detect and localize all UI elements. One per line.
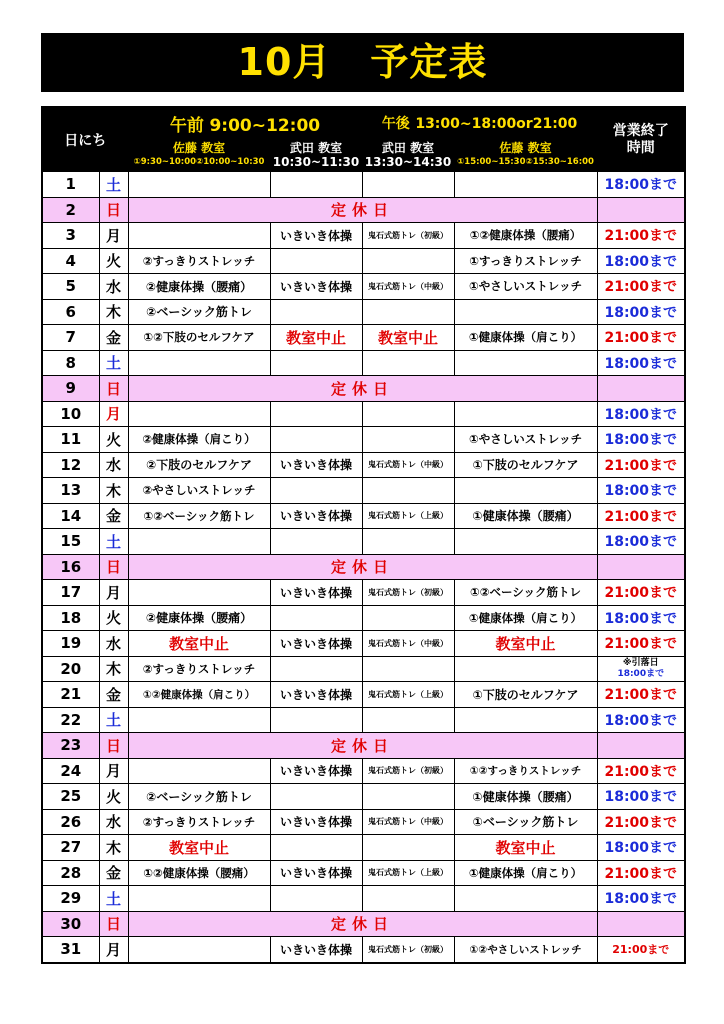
day-number: 16 (42, 554, 99, 580)
class-cell-3: 鬼石式筋トレ（初級） (362, 758, 454, 784)
am-label: 午前 (169, 115, 204, 136)
weekday: 木 (99, 478, 128, 504)
class-cell-1 (128, 937, 270, 963)
class-cell-3: 鬼石式筋トレ（上級） (362, 860, 454, 886)
class-cell-4: ①②やさしいストレッチ (454, 937, 597, 963)
weekday: 木 (99, 656, 128, 682)
day-number: 11 (42, 427, 99, 453)
day-number: 6 (42, 299, 99, 325)
class-cell-1: ①②ベーシック筋トレ (128, 503, 270, 529)
close-time (597, 911, 685, 937)
weekday: 日 (99, 376, 128, 402)
day-number: 23 (42, 733, 99, 759)
table-row (42, 580, 685, 606)
close-time: 21:00まで (597, 274, 685, 300)
table-row (42, 631, 685, 657)
close-time: 21:00まで (597, 809, 685, 835)
day-number: 24 (42, 758, 99, 784)
class-cell-1: ①②健康体操（腰痛） (128, 860, 270, 886)
table-row (42, 274, 685, 300)
weekday: 月 (99, 580, 128, 606)
class-cell-3 (362, 529, 454, 555)
day-number: 15 (42, 529, 99, 555)
class-cell-4 (454, 886, 597, 912)
class-cell-1 (128, 707, 270, 733)
table-row (42, 835, 685, 861)
class-cell-4 (454, 401, 597, 427)
class-cell-4: ①②すっきりストレッチ (454, 758, 597, 784)
close-time: 21:00まで (597, 580, 685, 606)
day-number: 3 (42, 223, 99, 249)
table-row (42, 197, 685, 223)
table-row (42, 401, 685, 427)
table-row (42, 529, 685, 555)
closed-day-label: 定休日 (128, 197, 597, 223)
weekday: 月 (99, 937, 128, 963)
class-cell-4 (454, 529, 597, 555)
class-cell-3 (362, 784, 454, 810)
class-cell-3: 鬼石式筋トレ（中級） (362, 809, 454, 835)
class-cell-1: ①②健康体操（肩こり） (128, 682, 270, 708)
schedule-table (41, 106, 686, 964)
close-time: 18:00まで (597, 299, 685, 325)
day-number: 29 (42, 886, 99, 912)
close-time: 21:00まで (597, 631, 685, 657)
table-row (42, 554, 685, 580)
class-header-sato-pm: 佐藤 教室 ①15:00~15:30②15:30~16:00 (454, 139, 597, 172)
weekday: 火 (99, 605, 128, 631)
class-cell-3 (362, 886, 454, 912)
class-cell-2 (270, 707, 362, 733)
table-row (42, 809, 685, 835)
class-cell-2 (270, 248, 362, 274)
class-cell-3: 鬼石式筋トレ（上級） (362, 503, 454, 529)
class-cell-4: ①②ベーシック筋トレ (454, 580, 597, 606)
class-cell-4: ①ベーシック筋トレ (454, 809, 597, 835)
class-cell-1: ②健康体操（肩こり） (128, 427, 270, 453)
class-cell-3: 鬼石式筋トレ（上級） (362, 682, 454, 708)
pm-header (362, 107, 597, 139)
close-time: 18:00まで (597, 248, 685, 274)
weekday: 金 (99, 503, 128, 529)
day-number: 17 (42, 580, 99, 606)
class-cell-2 (270, 350, 362, 376)
table-row (42, 937, 685, 963)
class-cell-3 (362, 248, 454, 274)
closed-day-label: 定休日 (128, 554, 597, 580)
table-row (42, 478, 685, 504)
class-cell-2: いきいき体操 (270, 223, 362, 249)
table-row (42, 325, 685, 351)
class-cell-2: 教室中止 (270, 325, 362, 351)
class-cell-1: ②ベーシック筋トレ (128, 299, 270, 325)
close-time: 18:00まで (597, 529, 685, 555)
close-time: 18:00まで (597, 478, 685, 504)
class-cell-4 (454, 299, 597, 325)
weekday: 火 (99, 427, 128, 453)
table-row (42, 172, 685, 198)
class-cell-4 (454, 707, 597, 733)
class-cell-2: いきいき体操 (270, 937, 362, 963)
class-cell-3 (362, 478, 454, 504)
weekday: 月 (99, 758, 128, 784)
class-cell-1: ②すっきりストレッチ (128, 656, 270, 682)
day-number: 28 (42, 860, 99, 886)
day-column-header: 日にち (42, 107, 128, 172)
class-cell-2 (270, 656, 362, 682)
class-cell-1: ②やさしいストレッチ (128, 478, 270, 504)
class-cell-1 (128, 172, 270, 198)
day-number: 27 (42, 835, 99, 861)
table-row (42, 248, 685, 274)
class-cell-4: ①下肢のセルフケア (454, 452, 597, 478)
class-cell-4 (454, 478, 597, 504)
class-cell-1: ②健康体操（腰痛） (128, 274, 270, 300)
table-row (42, 784, 685, 810)
close-time: 21:00まで (597, 223, 685, 249)
day-number: 9 (42, 376, 99, 402)
close-time: 18:00まで (597, 350, 685, 376)
class-cell-1 (128, 886, 270, 912)
class-cell-1 (128, 223, 270, 249)
class-cell-4: ①健康体操（肩こり） (454, 860, 597, 886)
weekday: 土 (99, 172, 128, 198)
table-row (42, 299, 685, 325)
close-time: 21:00まで (597, 325, 685, 351)
close-time: 18:00まで (597, 401, 685, 427)
am-header (128, 107, 362, 139)
close-time: 18:00まで (617, 668, 665, 679)
pm-time: 13:00~18:00or21:00 (415, 116, 578, 132)
close-time: 18:00まで (597, 605, 685, 631)
class-cell-2: いきいき体操 (270, 274, 362, 300)
page-title: 10月 予定表 (41, 33, 684, 92)
close-time (597, 554, 685, 580)
class-cell-2 (270, 172, 362, 198)
class-cell-3: 鬼石式筋トレ（初級） (362, 580, 454, 606)
class-cell-3 (362, 605, 454, 631)
class-cell-2: いきいき体操 (270, 631, 362, 657)
day-number: 7 (42, 325, 99, 351)
class-cell-2 (270, 605, 362, 631)
day-number: 1 (42, 172, 99, 198)
closed-day-label: 定休日 (128, 911, 597, 937)
weekday: 日 (99, 733, 128, 759)
table-row (42, 223, 685, 249)
day-number: 30 (42, 911, 99, 937)
class-cell-3 (362, 835, 454, 861)
class-header-takeda-am: 武田 教室 10:30~11:30 (270, 139, 362, 172)
weekday: 月 (99, 401, 128, 427)
class-cell-2 (270, 529, 362, 555)
class-cell-1: ②すっきりストレッチ (128, 248, 270, 274)
table-row (42, 886, 685, 912)
weekday: 土 (99, 707, 128, 733)
day-number: 18 (42, 605, 99, 631)
table-row (42, 733, 685, 759)
class-cell-4 (454, 350, 597, 376)
class-cell-4: 教室中止 (454, 631, 597, 657)
day-number: 5 (42, 274, 99, 300)
table-row (42, 427, 685, 453)
class-cell-2 (270, 835, 362, 861)
class-cell-1 (128, 350, 270, 376)
close-time: 18:00まで (597, 835, 685, 861)
day-number: 31 (42, 937, 99, 963)
class-header-sato-am: 佐藤 教室 ①9:30~10:00②10:00~10:30 (128, 139, 270, 172)
day-number: 8 (42, 350, 99, 376)
class-header-takeda-pm: 武田 教室 13:30~14:30 (362, 139, 454, 172)
close-time: 21:00まで (597, 758, 685, 784)
close-time: 18:00まで (597, 707, 685, 733)
class-cell-4 (454, 172, 597, 198)
weekday: 土 (99, 886, 128, 912)
class-cell-1 (128, 401, 270, 427)
class-cell-1: ②健康体操（腰痛） (128, 605, 270, 631)
class-cell-2 (270, 784, 362, 810)
class-cell-2: いきいき体操 (270, 809, 362, 835)
weekday: 水 (99, 452, 128, 478)
class-cell-2: いきいき体操 (270, 682, 362, 708)
class-cell-1 (128, 529, 270, 555)
table-row (42, 682, 685, 708)
class-cell-3 (362, 427, 454, 453)
table-row (42, 911, 685, 937)
class-cell-3: 鬼石式筋トレ（中級） (362, 274, 454, 300)
table-row (42, 656, 685, 682)
weekday: 日 (99, 554, 128, 580)
class-cell-1: ②ベーシック筋トレ (128, 784, 270, 810)
close-time: 21:00まで (597, 937, 685, 963)
class-cell-1: ②下肢のセルフケア (128, 452, 270, 478)
closed-day-label: 定休日 (128, 733, 597, 759)
class-cell-4: ①健康体操（肩こり） (454, 325, 597, 351)
class-cell-3: 教室中止 (362, 325, 454, 351)
class-cell-3: 鬼石式筋トレ（初級） (362, 937, 454, 963)
class-cell-1: 教室中止 (128, 835, 270, 861)
class-cell-2: いきいき体操 (270, 580, 362, 606)
close-time (597, 197, 685, 223)
table-row (42, 452, 685, 478)
day-number: 21 (42, 682, 99, 708)
weekday: 金 (99, 860, 128, 886)
weekday: 金 (99, 325, 128, 351)
weekday: 水 (99, 631, 128, 657)
class-cell-3 (362, 299, 454, 325)
weekday: 水 (99, 809, 128, 835)
weekday: 火 (99, 248, 128, 274)
class-cell-4: ①健康体操（肩こり） (454, 605, 597, 631)
weekday: 日 (99, 197, 128, 223)
class-cell-2 (270, 886, 362, 912)
weekday: 木 (99, 835, 128, 861)
day-number: 13 (42, 478, 99, 504)
weekday: 土 (99, 529, 128, 555)
class-cell-3 (362, 401, 454, 427)
close-time: 18:00まで (597, 784, 685, 810)
class-cell-2 (270, 401, 362, 427)
weekday: 土 (99, 350, 128, 376)
class-cell-2: いきいき体操 (270, 758, 362, 784)
day-number: 26 (42, 809, 99, 835)
closed-day-label: 定休日 (128, 376, 597, 402)
table-row (42, 376, 685, 402)
class-cell-4: ①やさしいストレッチ (454, 427, 597, 453)
table-row (42, 758, 685, 784)
class-cell-3 (362, 172, 454, 198)
class-cell-2: いきいき体操 (270, 860, 362, 886)
day-number: 4 (42, 248, 99, 274)
table-row (42, 605, 685, 631)
class-cell-4: ①健康体操（腰痛） (454, 503, 597, 529)
class-cell-1 (128, 580, 270, 606)
day-number: 12 (42, 452, 99, 478)
close-time: 18:00まで (597, 172, 685, 198)
class-cell-4: ①やさしいストレッチ (454, 274, 597, 300)
class-cell-4: ①下肢のセルフケア (454, 682, 597, 708)
day-number: 20 (42, 656, 99, 682)
class-cell-2: いきいき体操 (270, 452, 362, 478)
class-cell-3 (362, 707, 454, 733)
class-cell-4: ①②健康体操（腰痛） (454, 223, 597, 249)
close-time: 21:00まで (597, 860, 685, 886)
class-cell-4: ①すっきりストレッチ (454, 248, 597, 274)
weekday: 月 (99, 223, 128, 249)
class-cell-2 (270, 478, 362, 504)
close-time: 18:00まで (597, 886, 685, 912)
day-number: 19 (42, 631, 99, 657)
weekday: 木 (99, 299, 128, 325)
class-cell-3: 鬼石式筋トレ（中級） (362, 452, 454, 478)
class-cell-4: ①健康体操（腰痛） (454, 784, 597, 810)
weekday: 火 (99, 784, 128, 810)
day-number: 25 (42, 784, 99, 810)
class-cell-1: 教室中止 (128, 631, 270, 657)
close-time-note (597, 656, 685, 682)
close-time: 21:00まで (597, 503, 685, 529)
weekday: 日 (99, 911, 128, 937)
close-time-header: 営業終了時間 (597, 107, 685, 172)
close-time: 21:00まで (597, 452, 685, 478)
class-cell-4 (454, 656, 597, 682)
class-cell-2 (270, 299, 362, 325)
close-time (597, 733, 685, 759)
class-cell-1 (128, 758, 270, 784)
class-cell-4: 教室中止 (454, 835, 597, 861)
close-time (597, 376, 685, 402)
pm-label: 午後 (381, 116, 410, 132)
weekday: 金 (99, 682, 128, 708)
withdrawal-day-note: ※引落日 (622, 657, 659, 668)
weekday: 水 (99, 274, 128, 300)
class-cell-1: ①②下肢のセルフケア (128, 325, 270, 351)
class-cell-3 (362, 350, 454, 376)
day-number: 2 (42, 197, 99, 223)
am-time: 9:00~12:00 (209, 115, 321, 136)
class-cell-3: 鬼石式筋トレ（中級） (362, 631, 454, 657)
table-row (42, 350, 685, 376)
class-cell-1: ②すっきりストレッチ (128, 809, 270, 835)
day-number: 22 (42, 707, 99, 733)
class-cell-3: 鬼石式筋トレ（初級） (362, 223, 454, 249)
day-number: 14 (42, 503, 99, 529)
class-cell-3 (362, 656, 454, 682)
close-time: 21:00まで (597, 682, 685, 708)
table-row (42, 503, 685, 529)
day-number: 10 (42, 401, 99, 427)
class-cell-2 (270, 427, 362, 453)
table-row (42, 707, 685, 733)
close-time: 18:00まで (597, 427, 685, 453)
table-row (42, 860, 685, 886)
class-cell-2: いきいき体操 (270, 503, 362, 529)
